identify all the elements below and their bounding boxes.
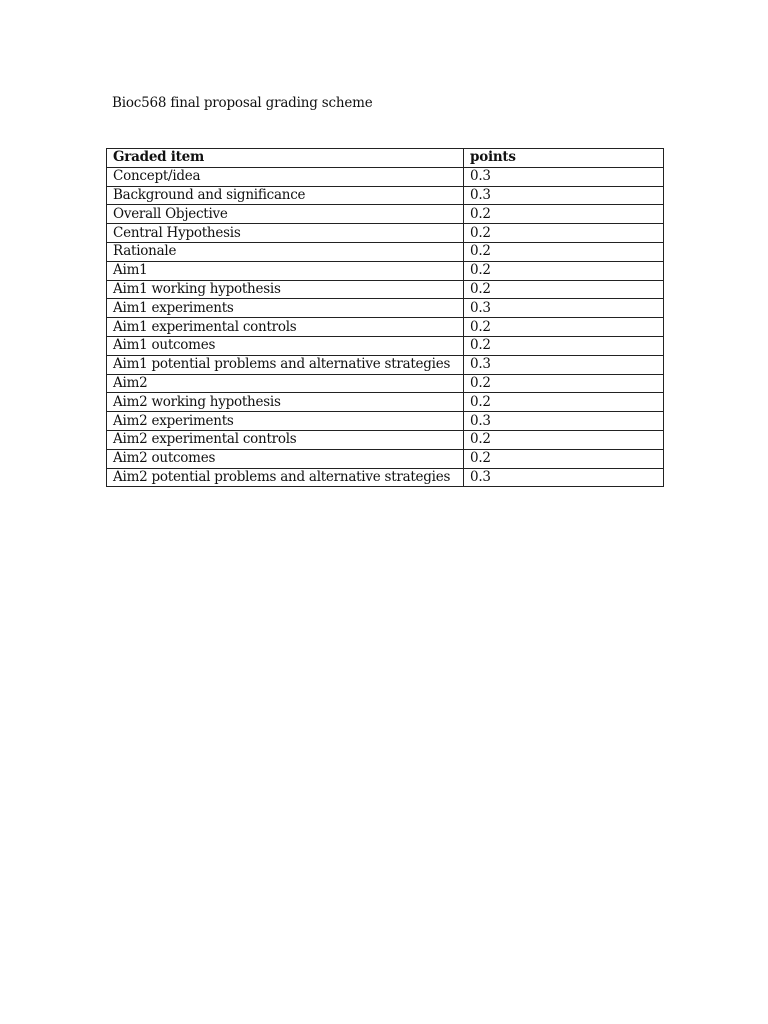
- table-header-row: [107, 149, 664, 168]
- table-row: [107, 280, 664, 299]
- points-cell: 0.3: [464, 186, 664, 205]
- table-header: [107, 149, 664, 168]
- table-row: [107, 468, 664, 487]
- points-cell: 0.2: [464, 261, 664, 280]
- table-row: [107, 355, 664, 374]
- document-title: Bioc568 final proposal grading scheme: [112, 95, 373, 111]
- table-row: [107, 412, 664, 431]
- table-row: [107, 393, 664, 412]
- graded-item-cell: Rationale: [107, 242, 464, 261]
- table-row: [107, 336, 664, 355]
- points-cell: 0.2: [464, 205, 664, 224]
- points-cell: 0.2: [464, 449, 664, 468]
- table-row: [107, 261, 664, 280]
- graded-item-cell: Aim1 potential problems and alternative strategies: [107, 355, 464, 374]
- points-cell: 0.3: [464, 299, 664, 318]
- graded-item-cell: Concept/idea: [107, 167, 464, 186]
- graded-item-cell: Aim1: [107, 261, 464, 280]
- points-cell: 0.3: [464, 355, 664, 374]
- points-cell: 0.3: [464, 167, 664, 186]
- points-cell: 0.2: [464, 430, 664, 449]
- points-cell: 0.3: [464, 412, 664, 431]
- graded-item-cell: Aim2 potential problems and alternative strategies: [107, 468, 464, 487]
- graded-item-cell: Aim1 experimental controls: [107, 318, 464, 337]
- points-cell: 0.2: [464, 224, 664, 243]
- graded-item-cell: Aim1 outcomes: [107, 336, 464, 355]
- table-row: [107, 167, 664, 186]
- points-cell: 0.2: [464, 242, 664, 261]
- points-cell: 0.2: [464, 374, 664, 393]
- graded-item-cell: Aim1 experiments: [107, 299, 464, 318]
- table-row: [107, 430, 664, 449]
- table-row: [107, 205, 664, 224]
- column-header-graded-item: Graded item: [107, 149, 464, 168]
- points-cell: 0.3: [464, 468, 664, 487]
- table-row: [107, 242, 664, 261]
- points-cell: 0.2: [464, 336, 664, 355]
- points-cell: 0.2: [464, 280, 664, 299]
- table-row: [107, 186, 664, 205]
- points-cell: 0.2: [464, 393, 664, 412]
- points-cell: 0.2: [464, 318, 664, 337]
- grading-table: [106, 148, 664, 487]
- graded-item-cell: Aim2 outcomes: [107, 449, 464, 468]
- column-header-points: points: [464, 149, 664, 168]
- graded-item-cell: Aim2: [107, 374, 464, 393]
- table-row: [107, 449, 664, 468]
- graded-item-cell: Aim1 working hypothesis: [107, 280, 464, 299]
- table-row: [107, 299, 664, 318]
- graded-item-cell: Aim2 working hypothesis: [107, 393, 464, 412]
- table-row: [107, 374, 664, 393]
- graded-item-cell: Central Hypothesis: [107, 224, 464, 243]
- table-row: [107, 318, 664, 337]
- graded-item-cell: Overall Objective: [107, 205, 464, 224]
- table-row: [107, 224, 664, 243]
- table-body: [107, 167, 664, 487]
- graded-item-cell: Aim2 experiments: [107, 412, 464, 431]
- graded-item-cell: Background and significance: [107, 186, 464, 205]
- graded-item-cell: Aim2 experimental controls: [107, 430, 464, 449]
